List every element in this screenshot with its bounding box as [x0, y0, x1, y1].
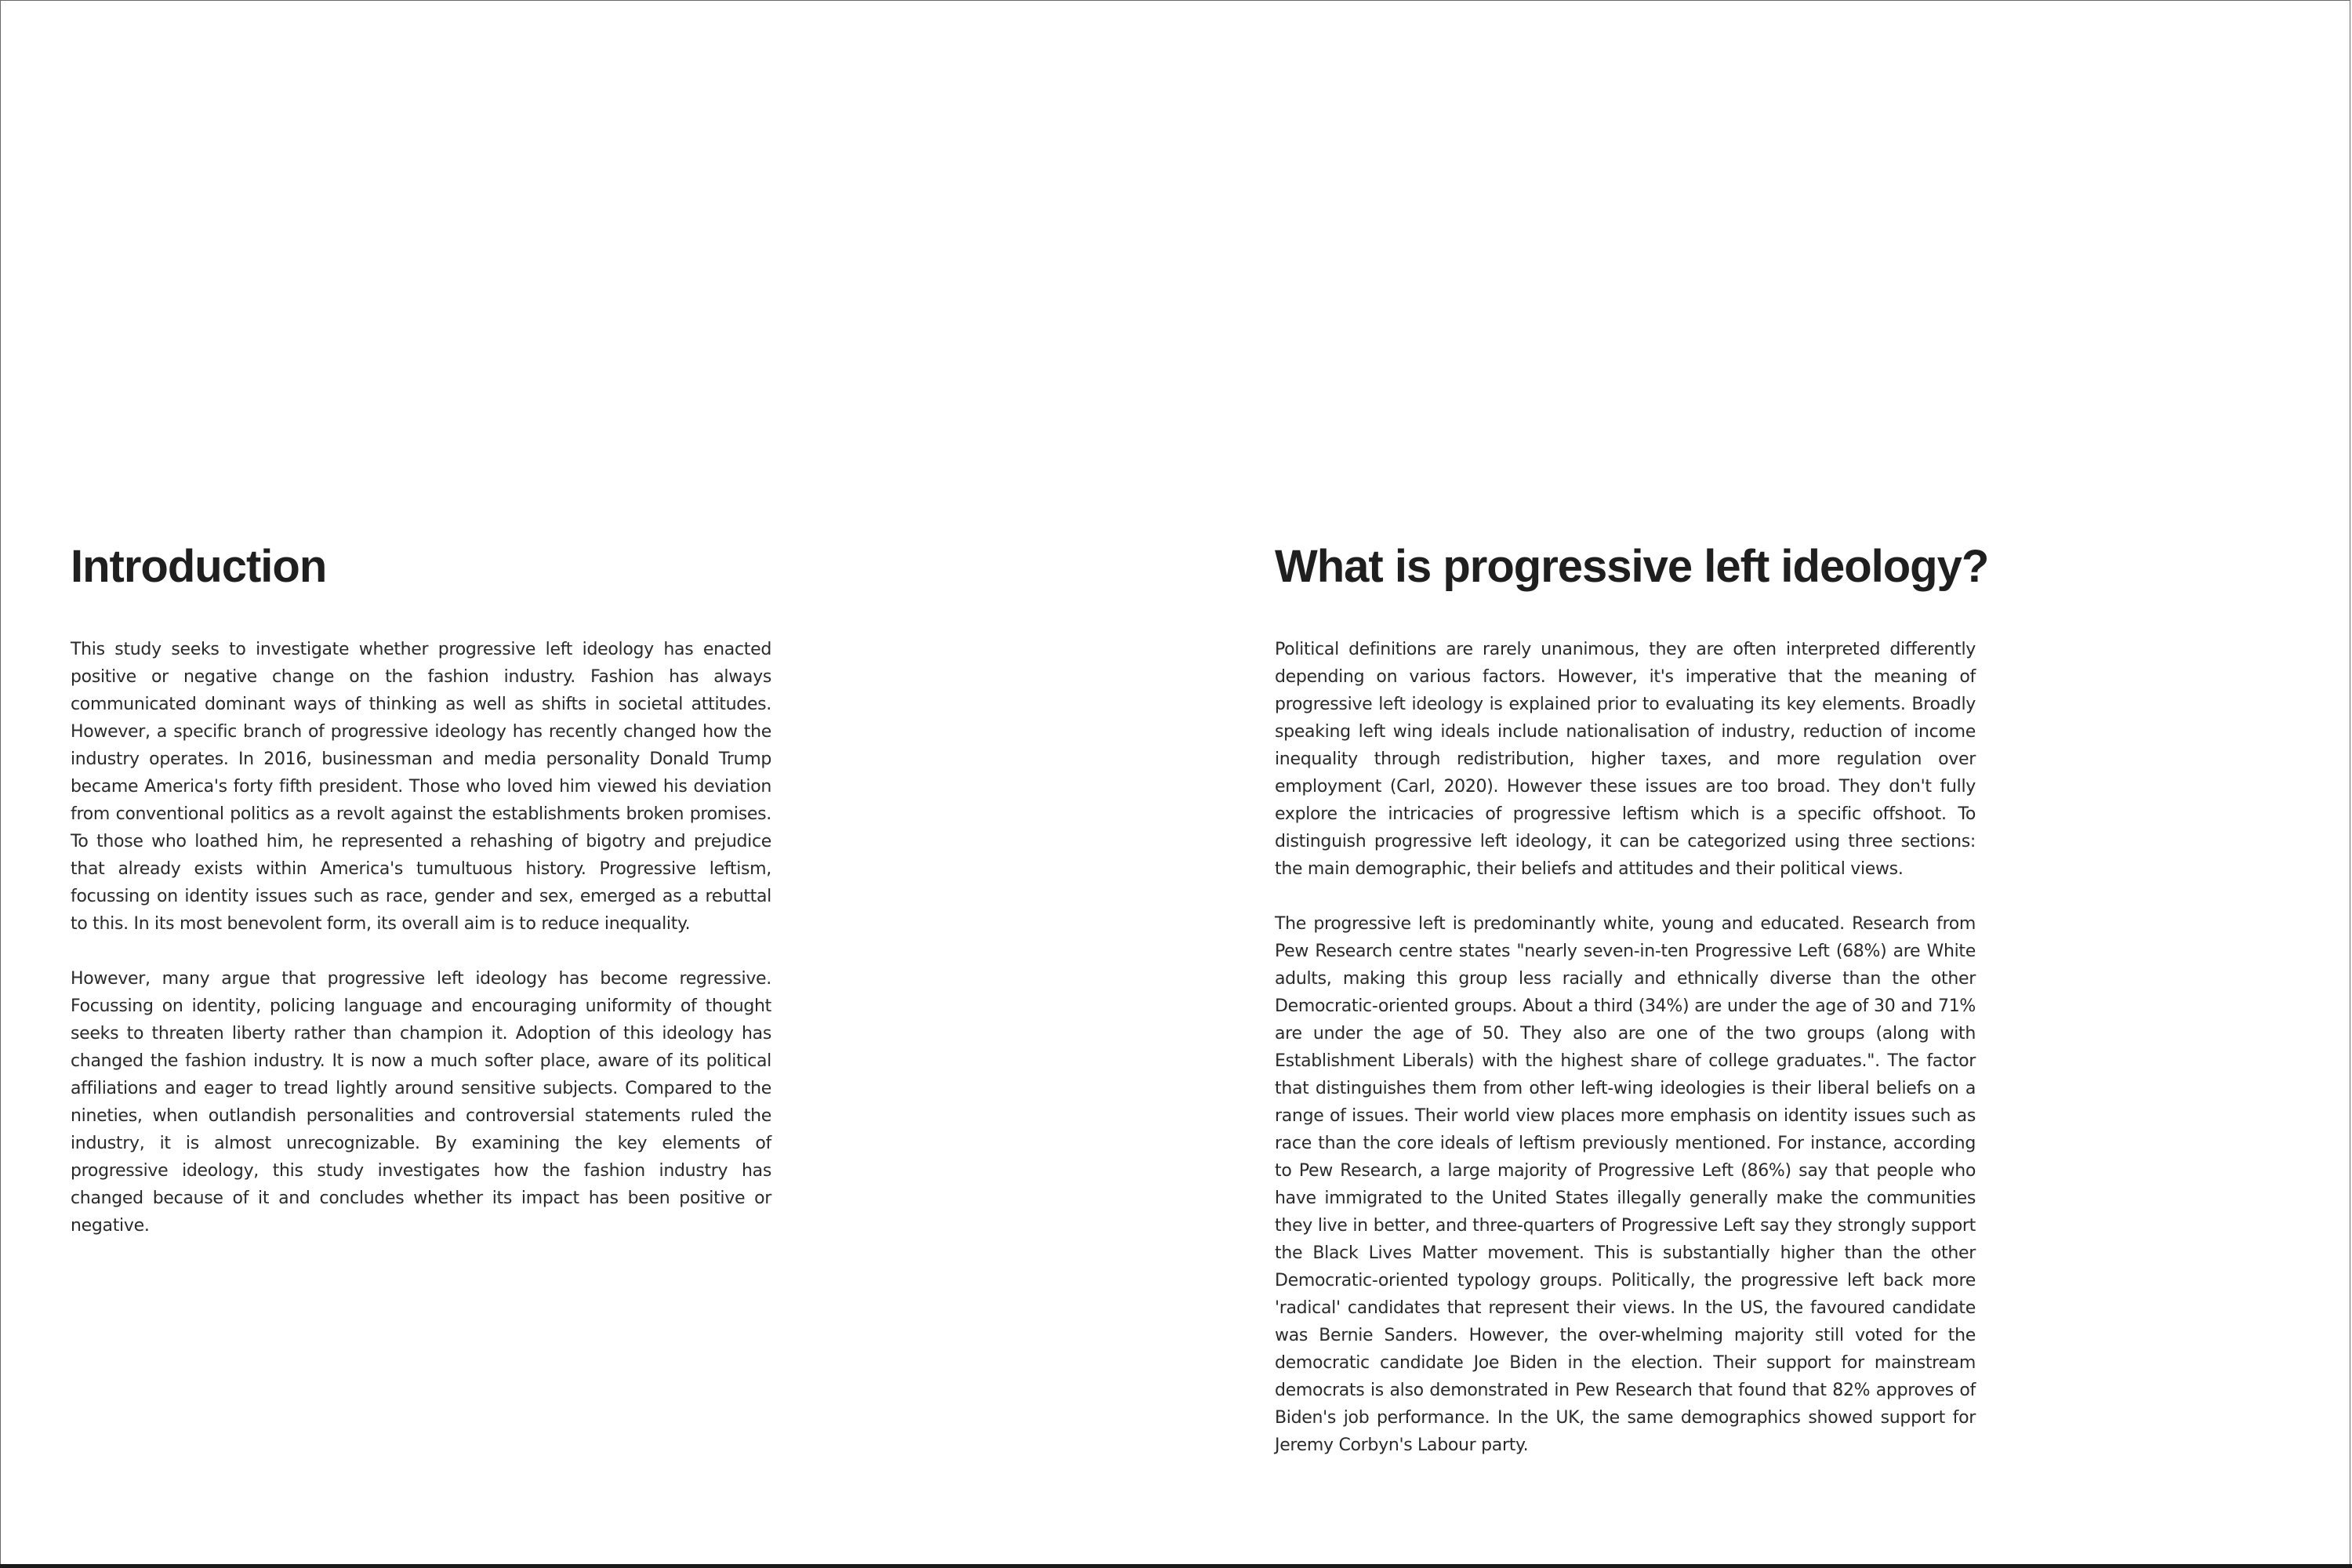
- introduction-paragraph-2: However, many argue that progressive left ideology has become regressive. Focussing on identity, policing language and encouraging uniformity of thought seeks to threaten liberty rather than champion it. Adoption of this ideology has changed the fashion industry. It is now a much softer place, aware of its political affiliations and eager to tread lightly around sensitive subjects. Compared to the nineties, when outlandish personalities and controversial statements ruled the industry, it is almost unrecognizable. By examining the key elements of progressive ideology, this study investigates how the fashion industry has changed because of it and concludes whether its impact has been positive or negative.: [71, 969, 771, 1236]
- ideology-section: [1275, 537, 1989, 1486]
- introduction-paragraph-1: This study seeks to investigate whether progressive left ideology has enacted positive or negative change on the fashion industry. Fashion has always communicated dominant ways of thinking as well as shifts in societal attitudes. However, a specific branch of progressive ideology has recently changed how the industry operates. In 2016, businessman and media personality Donald Trump became America's forty fifth president. Those who loved him viewed his deviation from conventional politics as a revolt against the establishments broken promises. To those who loathed him, he represented a rehashing of bigotry and prejudice that already exists within America's tumultuous history. Progressive leftism, focussing on identity issues such as race, gender and sex, emerged as a rebuttal to this. In its most benevolent form, its overall aim is to reduce inequality.: [71, 640, 771, 934]
- ideology-paragraph-2: The progressive left is predominantly white, young and educated. Research from Pew Research centre states "nearly seven-in-ten Progressive Left (68%) are White adults, making this group less racially and ethnically diverse than the other Democratic-oriented groups. About a third (34%) are under the age of 30 and 71% are under the age of 50. They also are one of the two groups (along with Establishment Liberals) with the highest share of college graduates.". The factor that distinguishes them from other left-wing ideologies is their liberal beliefs on a range of issues. Their world view places more emphasis on identity issues such as race than the core ideals of leftism previously mentioned. For instance, according to Pew Research, a large majority of Progressive Left (86%) say that people who have immigrated to the United States illegally generally make the communities they live in better, and three-quarters of Progressive Left say they strongly support the Black Lives Matter movement. This is substantially higher than the other Democratic-oriented typology groups. Politically, the progressive left back more 'radical' candidates that represent their views. In the US, the favoured candidate was Bernie Sanders. However, the over-whelming majority still voted for the democratic candidate Joe Biden in the election. Their support for mainstream democrats is also demonstrated in Pew Research that found that 82% approves of Biden's job performance. In the UK, the same demographics showed support for Jeremy Corbyn's Labour party.: [1275, 914, 1976, 1455]
- introduction-section: [71, 537, 771, 1267]
- ideology-paragraph-1: Political definitions are rarely unanimous, they are often interpreted differently depending on various factors. However, it's imperative that the meaning of progressive left ideology is explained prior to evaluating its key elements. Broadly speaking left wing ideals include nationalisation of industry, reduction of income inequality through redistribution, higher taxes, and more regulation over employment (Carl, 2020). However these issues are too broad. They don't fully explore the intricacies of progressive leftism which is a specific offshoot. To distinguish progressive left ideology, it can be categorized using three sections: the main demographic, their beliefs and attitudes and their political views.: [1275, 640, 1976, 879]
- ideology-heading: What is progressive left ideology?: [1275, 541, 1989, 592]
- page-bottom-edge: [0, 1564, 2352, 1568]
- introduction-heading: Introduction: [71, 541, 327, 592]
